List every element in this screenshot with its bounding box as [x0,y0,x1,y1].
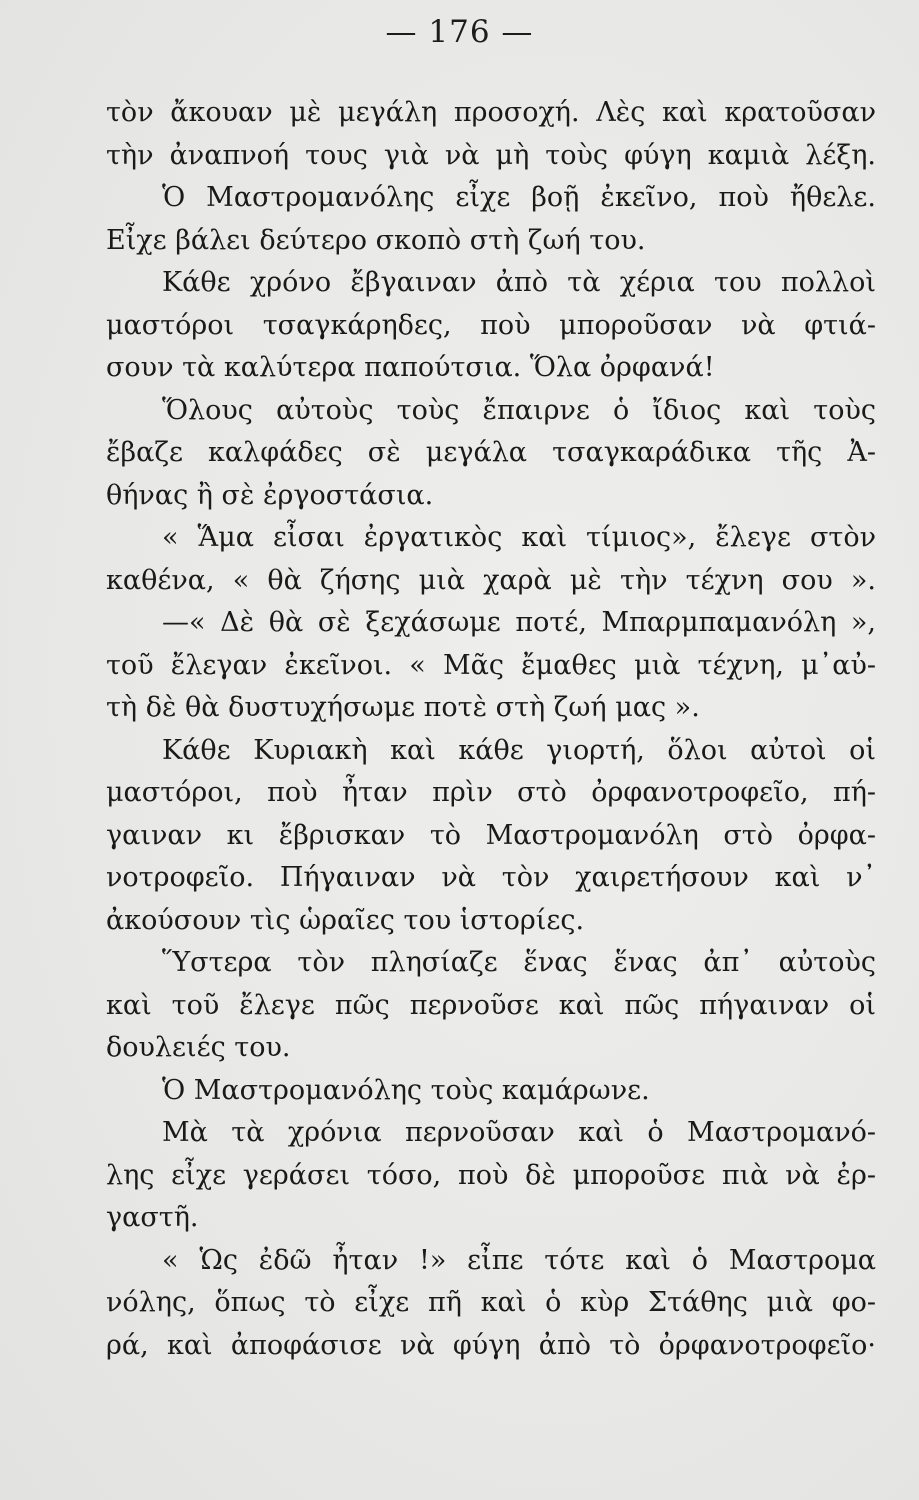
text-line: γαιναν κι ἔβρισκαν τὸ Μαστρομανόλη στὸ ὀρφα- [106,819,876,851]
text-line: μαστόροι τσαγκάρηδες, ποὺ μποροῦσαν νὰ φτιά- [106,309,876,341]
page-number: — 176 — [385,14,534,50]
text-line: λης εἶχε γεράσει τόσο, ποὺ δὲ μποροῦσε πιὰ νὰ ἐρ- [106,1159,876,1191]
text-line: Ὕστερα τὸν πλησίαζε ἕνας ἕνας ἀπ᾽ αὐτοὺς [162,947,876,978]
text-line: « Ὡς ἐδῶ ἦταν !» εἶπε τότε καὶ ὁ Μαστρομα [162,1244,876,1276]
text-line: ἔβαζε καλφάδες σὲ μεγάλα τσαγκαράδικα τῆς Ἀ- [106,437,876,468]
text-line: δουλειές του. [106,1032,291,1063]
text-line: νοτροφεῖο. Πήγαιναν νὰ τὸν χαιρετήσουν καὶ ν᾽ [106,862,876,893]
text-line: Κάθε χρόνο ἔβγαιναν ἀπὸ τὰ χέρια του πολλοὶ [162,267,876,298]
text-line: « Ἅμα εἶσαι ἐργατικὸς καὶ τίμιος», ἔλεγε στὸν [162,522,876,553]
text-line: —« Δὲ θὰ σὲ ξεχάσωμε ποτέ, Μπαρμπαμανόλη », [162,607,876,638]
text-line: ρά, καὶ ἀποφάσισε νὰ φύγη ἀπὸ τὸ ὀρφανοτροφεῖο· [106,1329,876,1361]
text-line: καὶ τοῦ ἔλεγε πῶς περνοῦσε καὶ πῶς πήγαιναν οἱ [106,989,876,1021]
text-line: ἀκούσουν τὶς ὡραῖες του ἱστορίες. [106,904,585,936]
text-line: τοῦ ἔλεγαν ἐκεῖνοι. « Μᾶς ἔμαθες μιὰ τέχνη, μ᾽αὐ- [106,649,876,681]
text-line: Ὁ Μαστρομανόλης εἶχε βοῇ ἐκεῖνο, ποὺ ἤθελε. [162,182,876,213]
text-line: τὴν ἀναπνοή τους γιὰ νὰ μὴ τοὺς φύγη καμιὰ λέξη. [106,139,876,171]
text-line: Μὰ τὰ χρόνια περνοῦσαν καὶ ὁ Μαστρομανό- [162,1117,876,1148]
text-line: καθένα, « θὰ ζήσης μιὰ χαρὰ μὲ τὴν τέχνη σου ». [106,564,876,596]
text-line: Ὅλους αὐτοὺς τοὺς ἔπαιρνε ὁ ἴδιος καὶ τοὺς [162,394,876,426]
text-line: γαστῆ. [106,1202,199,1233]
body-text [106,92,876,1367]
text-line: νόλης, ὅπως τὸ εἶχε πῆ καὶ ὁ κὺρ Στάθης μιὰ φο- [106,1287,876,1318]
text-line: σουν τὰ καλύτερα παπούτσια. Ὅλα ὀρφανά! [106,352,715,383]
text-line: θήνας ἢ σὲ ἐργοστάσια. [106,479,434,511]
text-line: Κάθε Κυριακὴ καὶ κάθε γιορτή, ὅλοι αὐτοὶ οἱ [162,734,876,766]
text-line: μαστόροι, ποὺ ἦταν πρὶν στὸ ὀρφανοτροφεῖο, πή- [106,777,876,808]
text-line: τὸν ἄκουαν μὲ μεγάλη προσοχή. Λὲς καὶ κρατοῦσαν [106,97,876,128]
text-line: Ὁ Μαστρομανόλης τοὺς καμάρωνε. [162,1074,650,1106]
text-line: Εἶχε βάλει δεύτερο σκοπὸ στὴ ζωή του. [106,224,646,256]
text-line: τὴ δὲ θὰ δυστυχήσωμε ποτὲ στὴ ζωή μας ». [106,692,700,723]
